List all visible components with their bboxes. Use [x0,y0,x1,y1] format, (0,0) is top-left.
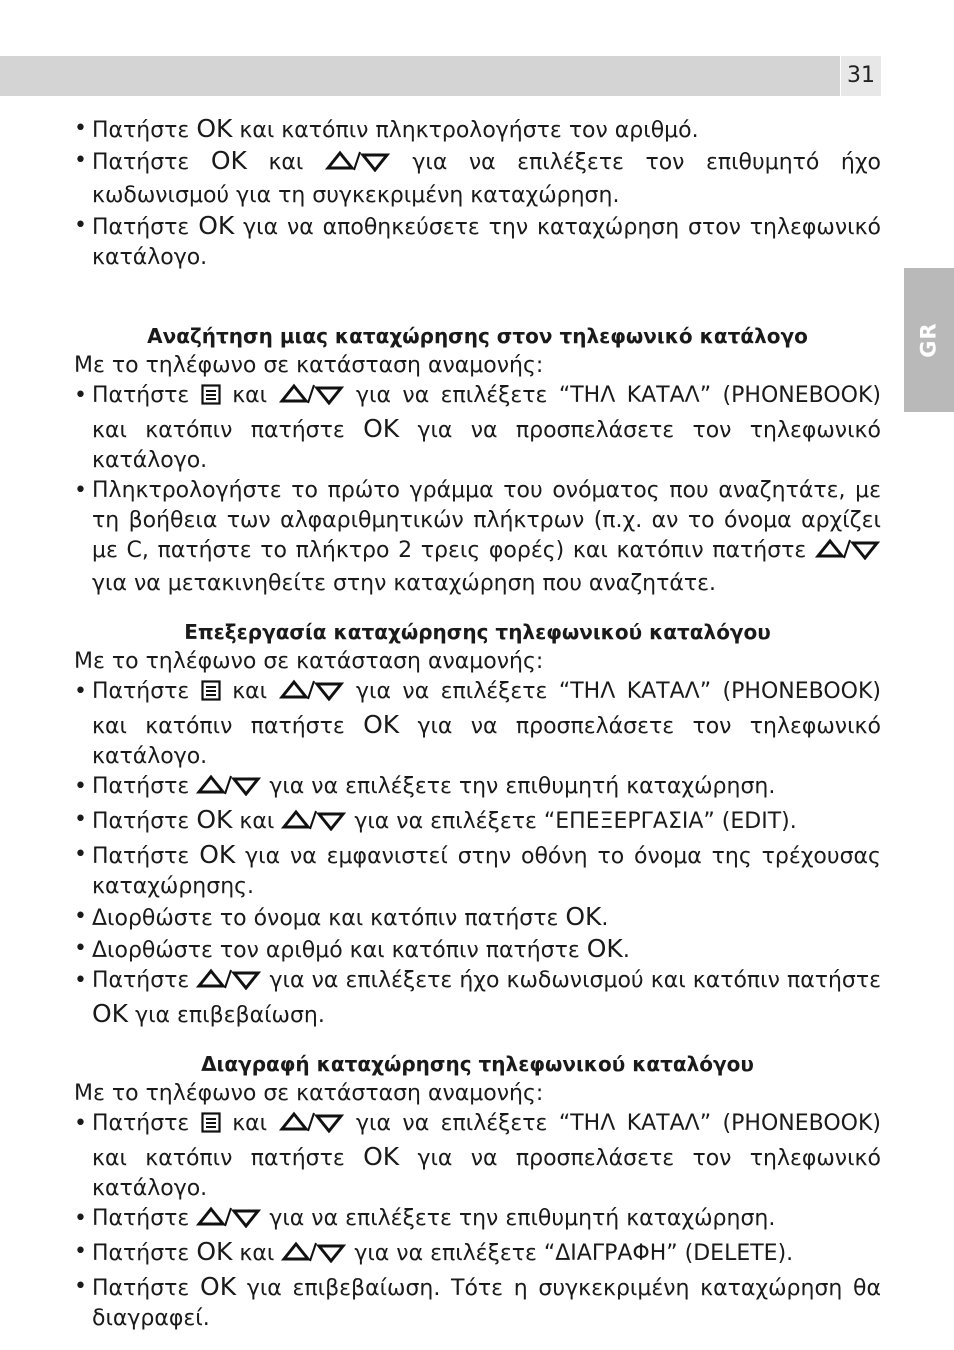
bullet-item: • Πληκτρολογήστε το πρώτο γράμμα του ονόματος που αναζητάτε, με τη βοήθεια των αλφαριθμητικών πλήκτρων (π.χ. αν το όνομα αρχίζει με C, πατήστε το πλήκτρο 2 τρεις φορές) και κατόπιν πατήστε για να μετακινηθείτε στην καταχώρηση που αναζητάτε. [74,476,881,599]
header-bar [0,56,840,96]
ok-key-icon: OK [363,1142,400,1171]
bullet-item: • Πατήστε για να επιλέξετε την επιθυμητή καταχώρηση. [74,772,881,805]
bullet-item: • Διορθώστε το όνομα και κατόπιν πατήστε OK. [74,902,881,934]
ok-key-icon: OK [210,146,247,175]
ok-key-icon: OK [200,1272,237,1301]
language-tab-label: GR [916,322,941,358]
standby-note: Με το τηλέφωνο σε κατάσταση αναμονής: [74,649,544,674]
bullet-item: • Πατήστε και για να επιλέξετε “ΤΗΛ ΚΑΤΑΛ” (PHONEBOOK) και κατόπιν πατήστε OK για να προσπελάσετε τον τηλεφωνικό κατάλογο. [74,381,881,476]
ok-key-icon: OK [565,902,602,931]
ok-key-icon: OK [196,114,233,143]
up-down-arrows-icon [279,383,345,414]
menu-icon [201,1112,221,1142]
up-down-arrows-icon [281,1241,347,1272]
up-down-arrows-icon [279,1111,345,1142]
language-tab [904,268,954,412]
section-title: Αναζήτηση μιας καταχώρησης στον τηλεφωνικό κατάλογο [147,324,808,348]
bullet-item: • Πατήστε για να επιλέξετε ήχο κωδωνισμού και κατόπιν πατήστε OK για επιβεβαίωση. [74,966,881,1031]
bullet-item: • Πατήστε και για να επιλέξετε “ΤΗΛ ΚΑΤΑΛ” (PHONEBOOK) και κατόπιν πατήστε OK για να προσπελάσετε τον τηλεφωνικό κατάλογο. [74,677,881,772]
bullet-item: • Πατήστε και για να επιλέξετε “ΤΗΛ ΚΑΤΑΛ” (PHONEBOOK) και κατόπιν πατήστε OK για να προσπελάσετε τον τηλεφωνικό κατάλογο. [74,1109,881,1204]
bullet-item: • Πατήστε OK για να αποθηκεύσετε την καταχώρηση στον τηλεφωνικό κατάλογο. [74,211,881,273]
bullet-item: • Διορθώστε τον αριθμό και κατόπιν πατήστε OK. [74,934,881,966]
section-title: Διαγραφή καταχώρησης τηλεφωνικού καταλόγου [201,1052,754,1076]
ok-key-icon: OK [586,934,623,963]
bullet-item: • Πατήστε OK και για να επιλέξετε “ΕΠΕΞΕΡΓΑΣΙΑ” (EDIT). [74,805,881,840]
up-down-arrows-icon [281,809,347,840]
ok-key-icon: OK [199,840,236,869]
up-down-arrows-icon [279,679,345,710]
up-down-arrows-icon [196,774,262,805]
bullet-item: • Πατήστε OK και για να επιλέξετε “ΔΙΑΓΡΑΦΗ” (DELETE). [74,1237,881,1272]
ok-key-icon: OK [363,414,400,443]
ok-key-icon: OK [363,710,400,739]
bullet-item: • Πατήστε OK για επιβεβαίωση. Τότε η συγκεκριμένη καταχώρηση θα διαγραφεί. [74,1272,881,1334]
bullet-item: • Πατήστε για να επιλέξετε την επιθυμητή καταχώρηση. [74,1204,881,1237]
page-content [74,114,881,1334]
menu-icon [201,680,221,710]
bullet-item: • Πατήστε OK και για να επιλέξετε τον επιθυμητό ήχο κωδωνισμού για τη συγκεκριμένη καταχώρηση. [74,146,881,211]
ok-key-icon: OK [92,999,129,1028]
section-title: Επεξεργασία καταχώρησης τηλεφωνικού καταλόγου [184,620,771,644]
up-down-arrows-icon [196,1206,262,1237]
up-down-arrows-icon [325,150,391,181]
ok-key-icon: OK [198,211,235,240]
ok-key-icon: OK [196,805,233,834]
ok-key-icon: OK [196,1237,233,1266]
page-number: 31 [841,56,881,96]
bullet-item: • Πατήστε OK για να εμφανιστεί στην οθόνη το όνομα της τρέχουσας καταχώρησης. [74,840,881,902]
standby-note: Με το τηλέφωνο σε κατάσταση αναμονής: [74,353,544,378]
standby-note: Με το τηλέφωνο σε κατάσταση αναμονής: [74,1081,544,1106]
up-down-arrows-icon [196,968,262,999]
up-down-arrows-icon [815,538,881,569]
bullet-item: • Πατήστε OK και κατόπιν πληκτρολογήστε τον αριθμό. [74,114,881,146]
menu-icon [201,384,221,414]
